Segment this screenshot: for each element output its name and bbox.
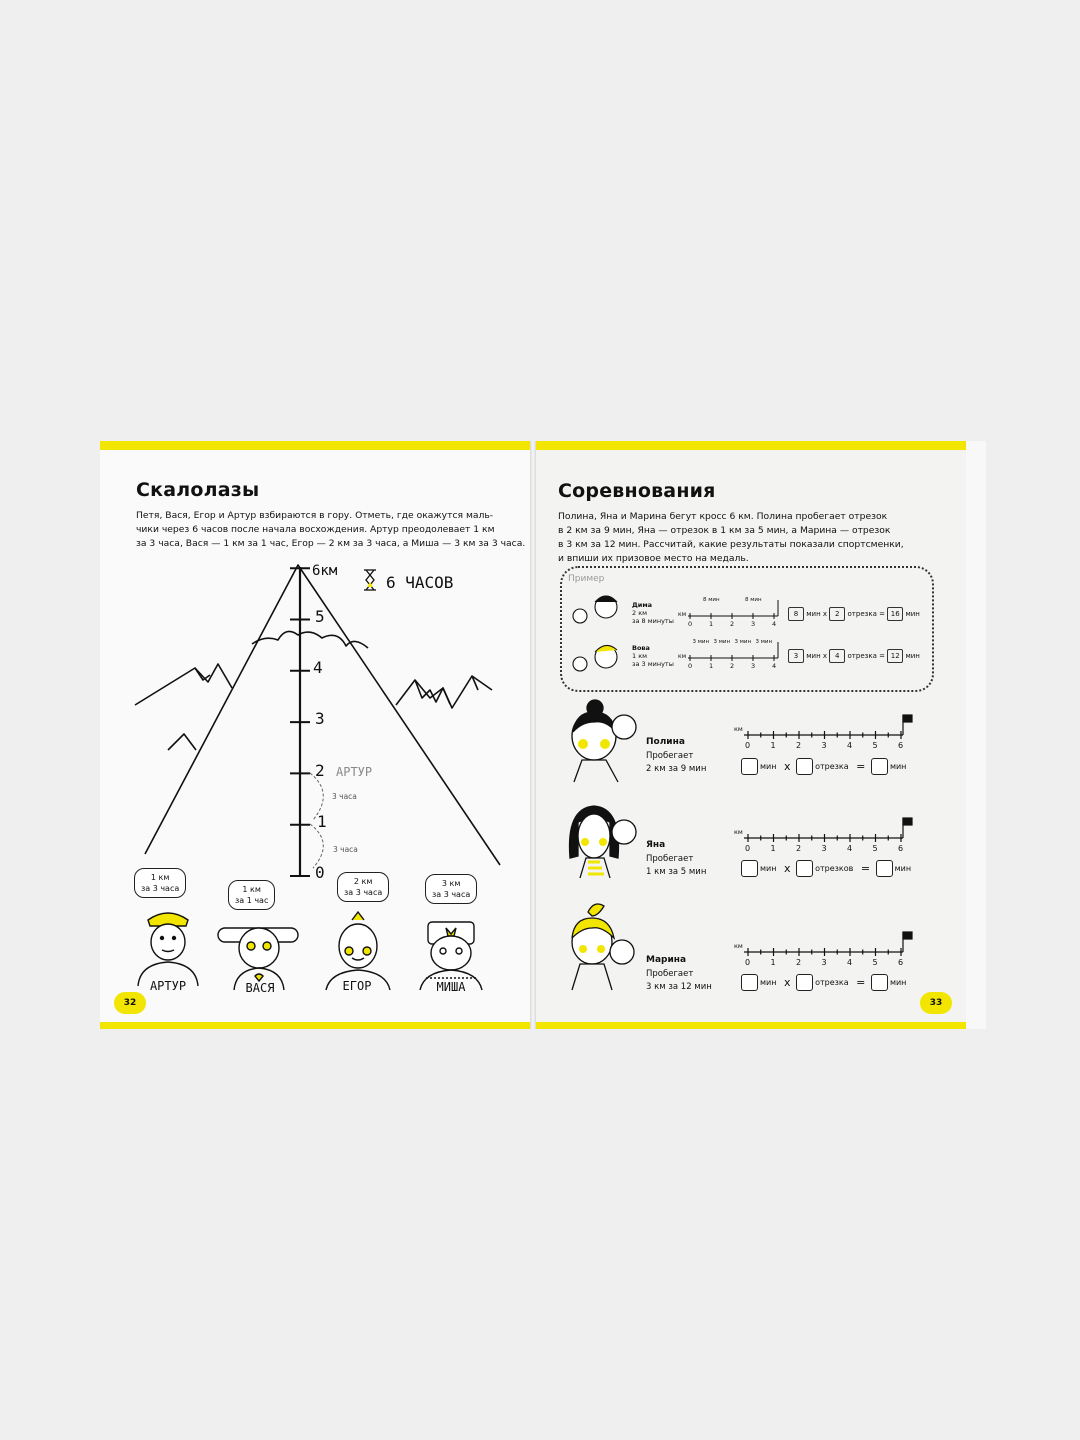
number-line-tick-label: 2 — [796, 958, 802, 967]
climber-name-arthur: АРТУР — [149, 979, 187, 993]
page-number: 33 — [920, 992, 952, 1014]
answer-formula-marina: мин x отрезка = мин — [741, 974, 908, 991]
number-line-tick-label: 3 — [821, 844, 827, 853]
answer-formula-polina: мин x отрезка = мин — [741, 758, 908, 775]
number-line-tick-label: 6 — [898, 741, 904, 750]
speech-bubble-vasya: 1 км за 1 час — [228, 880, 275, 910]
open-book — [100, 441, 986, 1029]
example-tick-label: 4 — [772, 662, 777, 670]
finish-flag — [903, 715, 912, 722]
number-line-tick-label: 2 — [796, 844, 802, 853]
number-line-unit: км — [734, 725, 743, 733]
example-tick-label: 3 — [751, 662, 756, 670]
example-formula: 3 мин x 4 отрезка = 12 мин — [788, 649, 920, 663]
athlete-name-polina: Полина — [646, 737, 685, 747]
answer-formula-yana: мин x отрезков = мин — [741, 860, 913, 877]
number-line-tick-label: 0 — [745, 741, 751, 750]
speech-bubble-misha: 3 км за 3 часа — [425, 874, 477, 904]
intro-text: Петя, Вася, Егор и Артур взбираются в гору. Отметь, где окажутся маль- чики через 6 часов после начала восхождения. Артур преодолевает 1 км за 3 часа, Вася — 1 км за 1 час, Егор — 2 км за 3 часа, а Миша — 3 км за 3 часа. — [136, 510, 526, 549]
number-line-tick-label: 3 — [821, 958, 827, 967]
page-number: 32 — [114, 992, 146, 1014]
right-page — [536, 441, 966, 1029]
athlete-desc-polina: Пробегает 2 км за 9 мин — [646, 751, 707, 774]
example-desc: 2 км за 8 минуты — [632, 609, 674, 625]
example-segment-label: 8 мин — [745, 597, 762, 603]
example-tick-label: 3 — [751, 620, 756, 628]
example-tick-label: 1 — [709, 662, 714, 670]
example-name-dima: Дима — [632, 601, 653, 609]
example-tick-label: 1 — [709, 620, 714, 628]
speech-bubble-egor: 2 км за 3 часа — [337, 872, 389, 902]
scale-tick-label: 2 — [315, 761, 325, 780]
intro-text: Полина, Яна и Марина бегут кросс 6 км. Полина пробегает отрезок в 2 км за 9 мин, Яна — отрезок в 1 км за 5 мин, а Марина — отрезок в 3 км за 12 мин. Рассчитай, какие результаты показали спортсменки, и впиши их призовое место на медаль. — [558, 511, 904, 564]
arthur-marker-label: АРТУР — [336, 765, 373, 779]
scale-tick-label: 1 — [317, 812, 327, 831]
answer-box-segments[interactable] — [796, 860, 813, 877]
example-segment-label: 3 мин — [692, 639, 710, 645]
example-segment-label: 3 мин — [734, 639, 752, 645]
example-tick-label: 0 — [688, 662, 693, 670]
number-line-tick-label: 4 — [847, 741, 853, 750]
number-line-tick-label: 5 — [872, 958, 878, 967]
example-tick-label: 0 — [688, 620, 693, 628]
number-line-tick-label: 5 — [872, 844, 878, 853]
interval-label: 3 часа — [332, 792, 357, 801]
example-unit-label: км — [678, 653, 687, 660]
number-line-unit: км — [734, 942, 743, 950]
number-line-tick-label: 6 — [898, 844, 904, 853]
number-line-tick-label: 5 — [872, 741, 878, 750]
example-tick-label: 4 — [772, 620, 777, 628]
scale-top-label: 6км — [312, 563, 338, 579]
number-line-tick-label: 1 — [770, 958, 776, 967]
number-line-tick-label: 0 — [745, 958, 751, 967]
example-illustration — [536, 450, 966, 1029]
answer-box-minutes[interactable] — [741, 758, 758, 775]
timer-label: 6 ЧАСОВ — [386, 573, 454, 592]
answer-box-minutes[interactable] — [741, 974, 758, 991]
example-desc: 1 км за 3 минуты — [632, 652, 674, 668]
number-line-tick-label: 6 — [898, 958, 904, 967]
climber-name-vasya: ВАСЯ — [245, 981, 275, 995]
scale-tick-label: 3 — [315, 709, 325, 728]
example-segment-label: 8 мин — [703, 597, 720, 603]
example-unit-label: км — [678, 611, 687, 618]
climber-name-egor: ЕГОР — [342, 979, 372, 993]
finish-flag — [903, 818, 912, 825]
number-line-tick-label: 1 — [770, 844, 776, 853]
number-line-tick-label: 2 — [796, 741, 802, 750]
number-line-tick-label: 4 — [847, 958, 853, 967]
number-line-unit: км — [734, 828, 743, 836]
climber-name-misha: МИША — [436, 980, 466, 994]
athlete-desc-yana: Пробегает 1 км за 5 мин — [646, 854, 707, 877]
athlete-desc-marina: Пробегает 3 км за 12 мин — [646, 969, 712, 992]
page-title: Соревнования — [558, 480, 716, 502]
answer-box-minutes[interactable] — [741, 860, 758, 877]
scale-tick-label: 4 — [313, 658, 323, 677]
example-tick-label: 2 — [730, 620, 735, 628]
page-title: Скалолазы — [136, 479, 260, 501]
answer-box-result[interactable] — [871, 974, 888, 991]
finish-flag — [903, 932, 912, 939]
example-segment-label: 3 мин — [755, 639, 773, 645]
athlete-name-yana: Яна — [646, 840, 666, 850]
interval-label: 3 часа — [333, 845, 358, 854]
answer-box-segments[interactable] — [796, 974, 813, 991]
example-tick-label: 2 — [730, 662, 735, 670]
number-line-tick-label: 1 — [770, 741, 776, 750]
scale-tick-label: 0 — [315, 863, 325, 882]
speech-bubble-arthur: 1 км за 3 часа — [134, 868, 186, 898]
example-formula: 8 мин x 2 отрезка = 16 мин — [788, 607, 920, 621]
answer-box-result[interactable] — [876, 860, 893, 877]
example-hint: Пример — [568, 574, 605, 584]
number-line-tick-label: 0 — [745, 844, 751, 853]
answer-box-segments[interactable] — [796, 758, 813, 775]
left-page — [100, 441, 530, 1029]
athlete-name-marina: Марина — [646, 955, 687, 965]
answer-box-result[interactable] — [871, 758, 888, 775]
number-line-tick-label: 3 — [821, 741, 827, 750]
example-name-vova: Вова — [632, 644, 650, 652]
scale-tick-label: 5 — [315, 607, 325, 626]
number-line-tick-label: 4 — [847, 844, 853, 853]
example-segment-label: 3 мин — [713, 639, 731, 645]
